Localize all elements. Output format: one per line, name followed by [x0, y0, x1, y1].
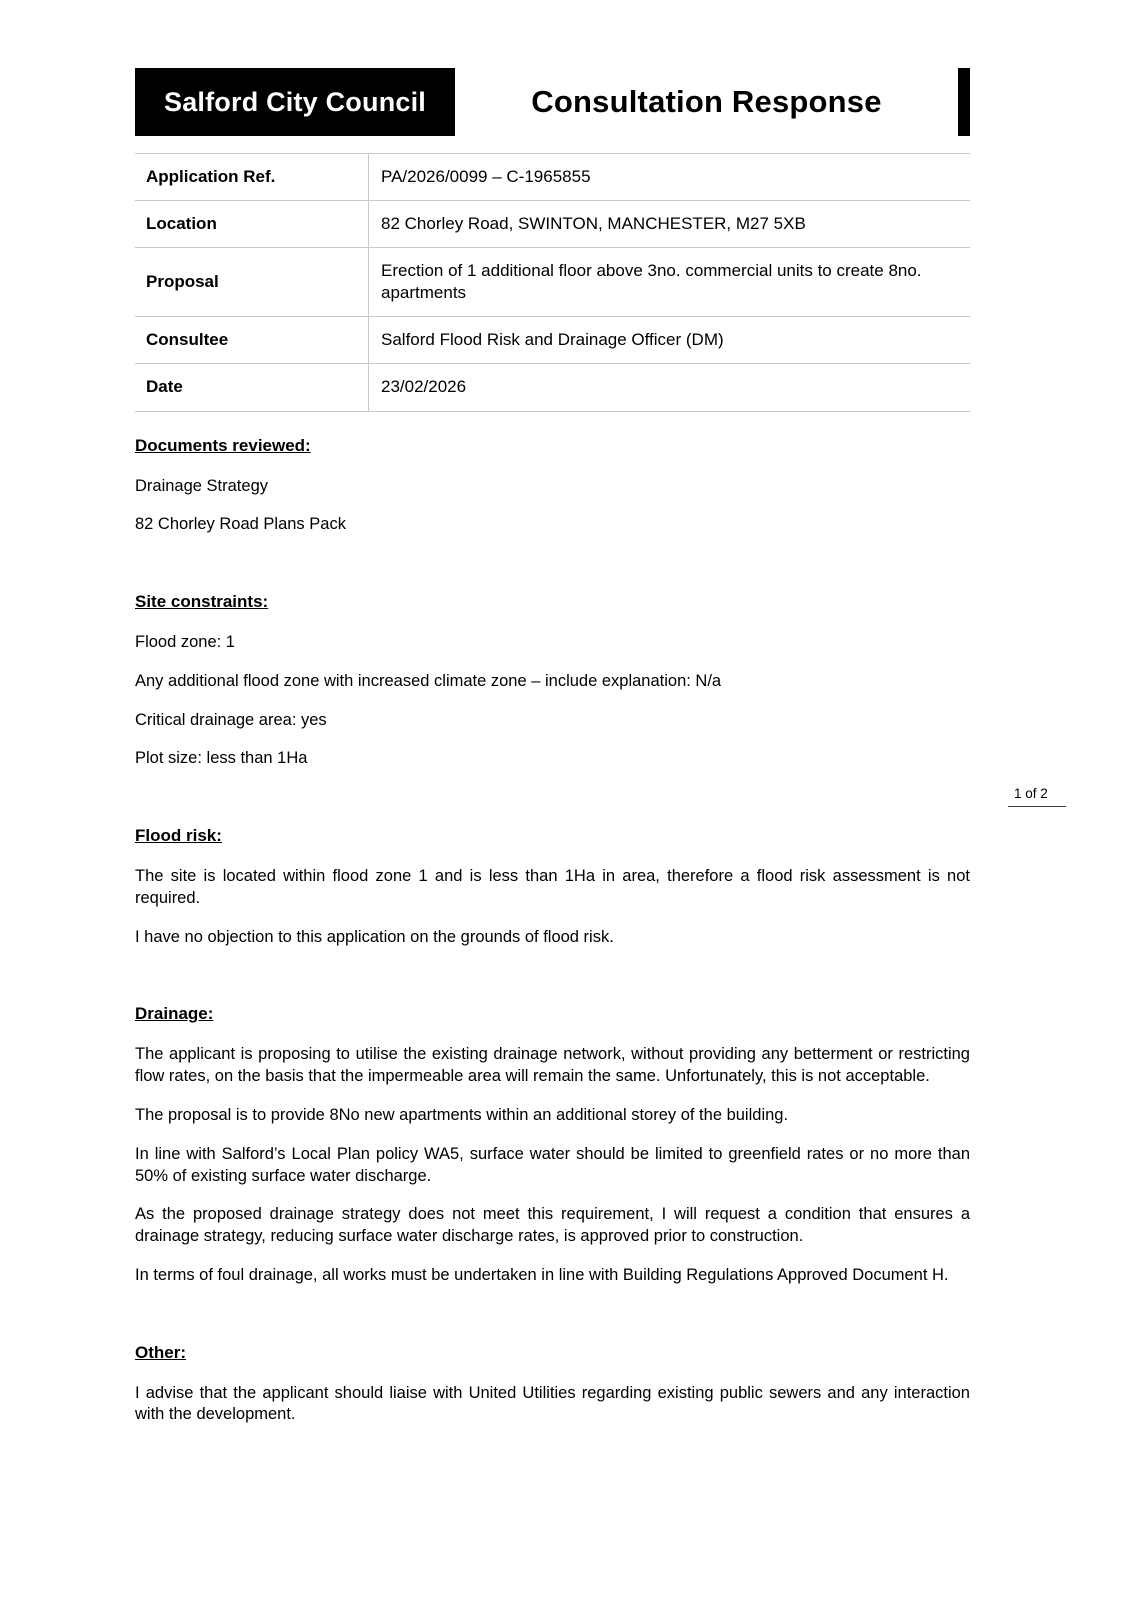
row-label: Location: [135, 201, 369, 248]
page-indicator: 1 of 2: [1008, 786, 1066, 807]
section-heading: Drainage:: [135, 1004, 214, 1024]
paragraph: In terms of foul drainage, all works must be undertaken in line with Building Regulations Approved Document H.: [135, 1265, 949, 1284]
header-accent-bar: [958, 68, 970, 136]
table-row: [135, 201, 970, 248]
row-label: Consultee: [135, 317, 369, 364]
paragraph: I have no objection to this application on the grounds of flood risk.: [135, 927, 614, 946]
row-label: Proposal: [135, 248, 369, 317]
council-logo: Salford City Council: [135, 68, 455, 136]
paragraph: Drainage Strategy: [135, 476, 268, 495]
paragraph: The proposal is to provide 8No new apartments within an additional storey of the building.: [135, 1105, 789, 1124]
meta-table: [135, 153, 970, 412]
paragraph: The site is located within flood zone 1 and is less than 1Ha in area, therefore a flood risk assessment is not required.: [135, 867, 970, 907]
paragraph: Any additional flood zone with increased climate zone – include explanation: N/a: [135, 671, 722, 690]
section-other: [135, 1343, 970, 1427]
paragraph: As the proposed drainage strategy does not meet this requirement, I will request a condition that ensures a drainage strategy, reducing surface water discharge rates, is approved prior to construction.: [135, 1205, 970, 1246]
paragraph: Critical drainage area: yes: [135, 710, 327, 729]
paragraph: The applicant is proposing to utilise the existing drainage network, without providing any betterment or restricting flow rates, on the basis that the impermeable area will remain the same. Unfortunately, this is not acceptable.: [135, 1045, 970, 1086]
document-title: Consultation Response: [531, 84, 882, 119]
table-row: [135, 248, 970, 317]
paragraph: I advise that the applicant should liaise with United Utilities regarding existing public sewers and any interaction with the development.: [135, 1383, 970, 1424]
section-site-constraints: [135, 592, 970, 770]
section-heading: Site constraints:: [135, 592, 269, 612]
row-value: Erection of 1 additional floor above 3no. commercial units to create 8no. apartments: [369, 248, 971, 317]
table-row: [135, 317, 970, 364]
section-heading: Documents reviewed:: [135, 435, 311, 455]
section-heading: Other:: [135, 1342, 186, 1362]
table-row: [135, 364, 970, 411]
document-content: [135, 68, 970, 1443]
paragraph: In line with Salford’s Local Plan policy WA5, surface water should be limited to greenfield rates or no more than 50% of existing surface water discharge.: [135, 1144, 970, 1185]
table-row: [135, 154, 970, 201]
document-header: [135, 68, 970, 136]
row-label: Date: [135, 364, 369, 411]
row-label: Application Ref.: [135, 154, 369, 201]
paragraph: Flood zone: 1: [135, 633, 235, 652]
row-value: Salford Flood Risk and Drainage Officer (DM): [369, 317, 971, 364]
section-flood-risk: [135, 826, 970, 948]
section-documents-reviewed: [135, 436, 970, 537]
row-value: PA/2026/0099 – C-1965855: [369, 154, 971, 201]
paragraph: 82 Chorley Road Plans Pack: [135, 515, 346, 534]
section-heading: Flood risk:: [135, 826, 222, 846]
row-value: 82 Chorley Road, SWINTON, MANCHESTER, M27 5XB: [369, 201, 971, 248]
section-drainage: [135, 1004, 970, 1286]
row-value: 23/02/2026: [369, 364, 971, 411]
paragraph: Plot size: less than 1Ha: [135, 749, 308, 768]
